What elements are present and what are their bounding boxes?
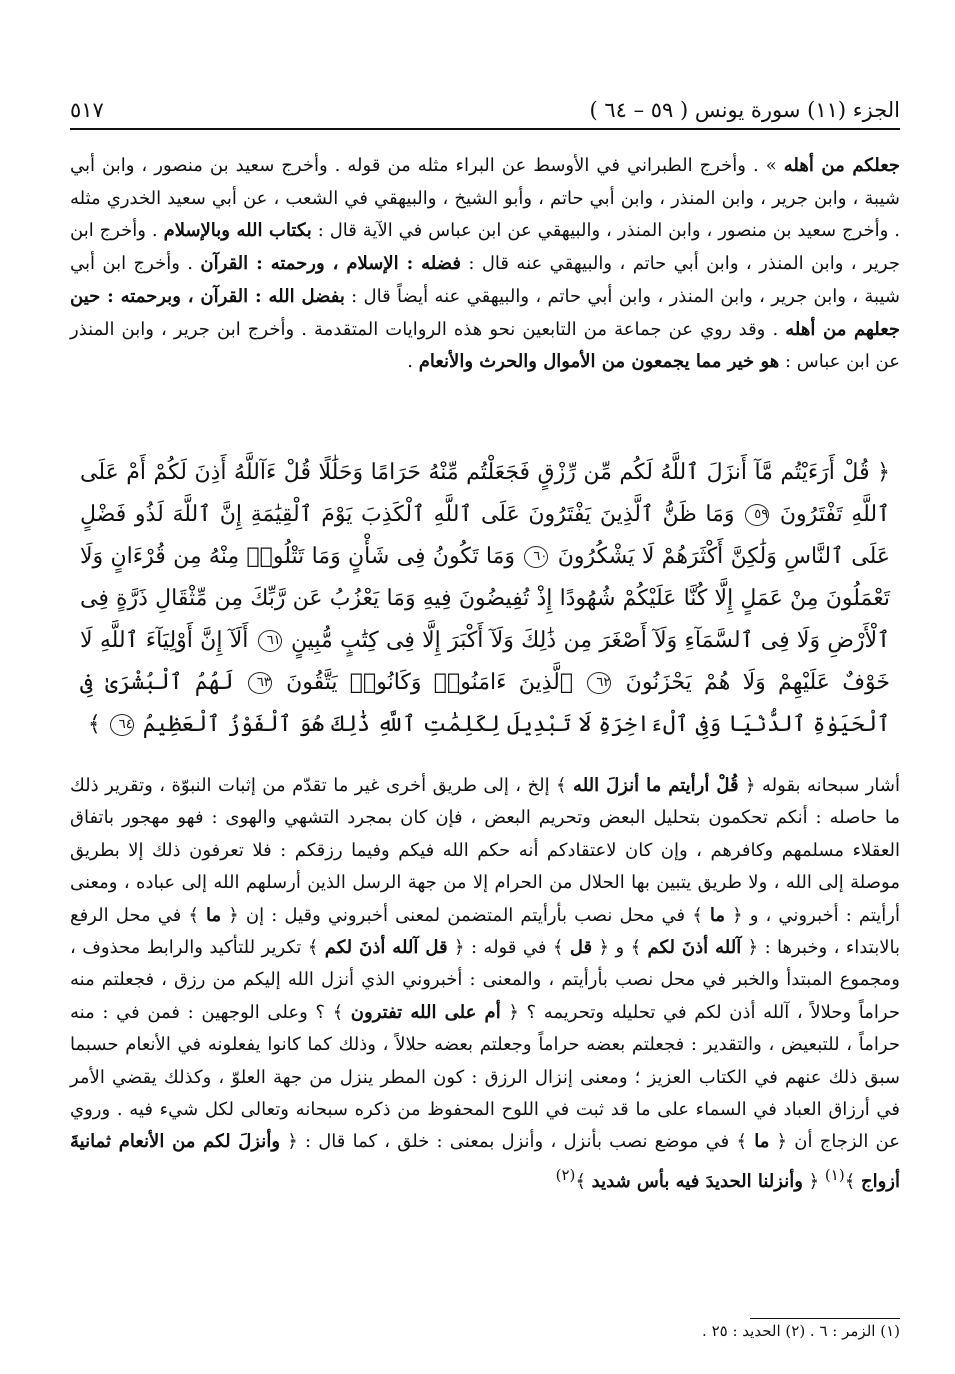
footnote-divider <box>750 1318 900 1319</box>
footnotes: (١) الزمر : ٦ . (٢) الحديد : ٢٥ . <box>702 1322 900 1340</box>
commentary-quote-3: ما <box>206 904 222 926</box>
ayah-number-64: ٦٤ <box>110 714 134 736</box>
commentary-text-2: ﴾ إلخ ، إلى طريق أخرى غير ما تقدّم من إثبات النبوّة ، وتقرير ذلك ما حاصله : أنكم تحكمون بتحليل البعض وتحريم البعض ، فإن كان بمجرد التشهي والهوى : فهو مهجور باتفاق العقلاء مسلمهم وكافرهم ، وإن كان لاعتقادكم أنه حكم الله فيكم وفيما رزقكم : فلا تعرفون ذلك إلا بطريق موصلة إلى الله ، ولا طريق يتبين بها الحلال من الحرام إلا من جهة الرسل الذين أرسلهم الله إلى عباده ، ومعنى أرأيتم : أخبروني ، و ﴿ <box>70 775 900 926</box>
commentary-text-8: ﴾ ؟ وعلى الوجهين : فمن في : منه حراماً ، للتبعيض ، والتقدير : فجعلتم بعضه حراماً وجعلتم بعضه حلالاً ، وذلك كما كانوا يفعلونه في الأنعام حسبما سبق ذلك عنهم في الكتاب العزيز ؛ ومعنى إنزال الرزق : كون المطر ينزل من جهة العلوّ ، وكذلك يقضي الأمر في أرزاق العباد في السماء على ما قد ثبت في اللوح المحفوظ من ذكره سبحانه وتعالى لكل شيء فيه . وروي عن الزجاج أن ﴿ <box>70 1001 900 1153</box>
commentary-text-7: ﴾ تكرير للتأكيد والرابط محذوف ، ومجموع المبتدأ والخبر في محل نصب بأرأيتم ، والمعنى : أخبروني الذي أنزل الله إليكم من رزق ، فجعلتم منه حراماً وحلالاً ، آلله أذن لكم في تحليله وتحريمه ؟ ﴿ <box>70 937 900 1023</box>
intro-text-4: . وقد روي عن جماعة من التابعين نحو هذه الروايات المتقدمة . وأخرج ابن جرير ، وابن المنذر عن ابن عباس : <box>70 318 900 373</box>
ayah-number-59: ٥٩ <box>745 504 769 526</box>
intro-bold-2: بكتاب الله وبالإسلام <box>163 220 312 242</box>
intro-bold-4: بفضل الله : القرآن ، وبرحمته : حين جعلهم من أهله <box>70 285 901 340</box>
commentary-quote-4: آلله أذنَ لكم <box>647 937 742 959</box>
quran-verses <box>70 452 900 746</box>
commentary-quote-9: وأنزلَ لكم من الأنعام ثمانيةَ أزواج <box>70 1131 900 1192</box>
commentary-paragraph <box>70 770 900 1198</box>
verse-62: أَلَآ إِنَّ أَوْلِيَآءَ ٱللَّهِ لَا خَوْفٌ عَلَيْهِمْ وَلَا هُمْ يَحْزَنُونَ <box>80 628 890 695</box>
commentary-text-3: ﴾ في محل نصب بأرأيتم المتضمن لمعنى أخبروني وقيل : إن ﴿ <box>221 904 710 926</box>
verse-63: ٱلَّذِينَ ءَامَنُوا۟ وَكَانُوا۟ يَتَّقُونَ <box>286 670 574 695</box>
commentary-quote-6: قل آلله أذنَ لكم <box>324 937 448 959</box>
verse-open-bracket: ﴿ <box>877 460 891 485</box>
commentary-text-5: ﴾ و ﴿ <box>592 937 648 959</box>
commentary-quote-7: أم على الله تفترون <box>350 1001 501 1023</box>
intro-bold-3: فضله : الإسلام ، ورحمته : القرآن <box>200 253 461 275</box>
page-header <box>70 92 900 132</box>
commentary-text-9: ﴾ في موضع نصب بأنزل ، وأنزل بمعنى : خلق ، كما قال : ﴿ <box>280 1131 755 1153</box>
footnote-ref-2[interactable]: (٢) <box>555 1165 576 1184</box>
commentary-quote-2: ما <box>709 904 725 926</box>
commentary-quote-10: وأنزلنا الحديدَ فيه بأس شديد <box>591 1170 803 1192</box>
ayah-number-61: ٦١ <box>258 630 282 652</box>
commentary-text-12: ﴾ <box>575 1170 592 1192</box>
intro-bold-1: جعلكم من أهله <box>783 155 901 176</box>
intro-text-end: . <box>407 351 419 373</box>
commentary-text-6: ﴾ في قوله : ﴿ <box>447 937 570 959</box>
commentary-text-11: ﴿ <box>802 1170 825 1192</box>
ayah-number-60: ٦٠ <box>524 546 548 568</box>
ayah-number-62: ٦٢ <box>587 672 611 694</box>
verse-close-bracket: ﴾ <box>87 712 101 737</box>
running-title: الجزء (١١) سورة يونس ( ٥٩ – ٦٤ ) <box>589 98 900 122</box>
commentary-text-1: أشار سبحانه بقوله ﴿ <box>738 775 900 796</box>
intro-paragraph <box>70 150 900 379</box>
commentary-quote-5: قل <box>569 937 593 959</box>
header-divider <box>70 128 900 130</box>
intro-text-3: . وأخرج ابن أبي شيبة ، وابن جرير ، وابن المنذر ، وابن أبي حاتم ، والبيهقي عنه أيضاً قال : <box>70 253 900 307</box>
footnote-ref-1[interactable]: (١) <box>824 1165 845 1184</box>
intro-bold-5: هو خير مما يجمعون من الأموال والحرث والأنعام <box>418 351 780 373</box>
commentary-text-4: ﴾ في محل الرفع بالابتداء ، وخبرها : ﴿ <box>70 904 900 959</box>
page-number: ٥١٧ <box>70 98 104 122</box>
commentary-quote-1: قُلْ أرأيتم ما أنزلَ الله <box>573 775 739 796</box>
intro-text-1: » . وأخرج الطبراني في الأوسط عن البراء مثله من قوله . وأخرج سعيد بن منصور ، وابن أبي شيبة ، وابن جرير ، وابن المنذر ، وابن أبي حاتم ، وأبو الشيخ ، والبيهقي في الشعب ، عن أبي سعيد الخدري مثله . وأخرج سعيد بن منصور ، وابن المنذر ، والبيهقي عن ابن عباس في الآية قال : <box>70 155 900 242</box>
verse-60: وَمَا ظَنُّ ٱلَّذِينَ يَفْتَرُونَ عَلَى ٱللَّهِ ٱلْكَذِبَ يَوْمَ ٱلْقِيَٰمَةِ إِنَّ ٱللَّهَ لَذُو فَضْلٍ عَلَى ٱلنَّاسِ وَلَٰكِنَّ أَكْثَرَهُمْ لَا يَشْكُرُونَ <box>80 502 891 569</box>
verse-64: لَهُمُ ٱلْبُشْرَىٰ فِى ٱلْحَيَوٰةِ ٱلدُّنْيَا وَفِى ٱلْءَاخِرَةِ لَا تَبْدِيلَ لِكَلِمَٰتِ ٱللَّهِ ذَٰلِكَ هُوَ ٱلْفَوْزُ ٱلْعَظِيمُ <box>80 670 890 737</box>
verse-61: وَمَا تَكُونُ فِى شَأْنٍ وَمَا تَتْلُوا۟ مِنْهُ مِن قُرْءَانٍ وَلَا تَعْمَلُونَ مِنْ عَمَلٍ إِلَّا كُنَّا عَلَيْكُمْ شُهُودًا إِذْ تُفِيضُونَ فِيهِ وَمَا يَعْزُبُ عَن رَّبِّكَ مِن مِّثْقَالِ ذَرَّةٍ فِى ٱلْأَرْضِ وَلَا فِى ٱلسَّمَآءِ وَلَآ أَصْغَرَ مِن ذَٰلِكَ وَلَآ أَكْبَرَ إِلَّا فِى كِتَٰبٍ مُّبِينٍ <box>80 544 891 653</box>
commentary-text-10: ﴾ <box>844 1170 861 1192</box>
commentary-quote-8: ما <box>754 1131 770 1153</box>
intro-text-2: . وأخرج ابن جرير ، وابن المنذر ، وابن أبي حاتم ، والبيهقي عنه قال : <box>70 220 900 275</box>
verse-59: قُلْ أَرَءَيْتُم مَّآ أَنزَلَ ٱللَّهُ لَكُم مِّن رِّزْقٍ فَجَعَلْتُم مِّنْهُ حَرَامًا وَحَلَٰلًا قُلْ ءَآللَّهُ أَذِنَ لَكُمْ أَمْ عَلَى ٱللَّهِ تَفْتَرُونَ <box>80 460 890 527</box>
ayah-number-63: ٦٣ <box>248 672 272 694</box>
